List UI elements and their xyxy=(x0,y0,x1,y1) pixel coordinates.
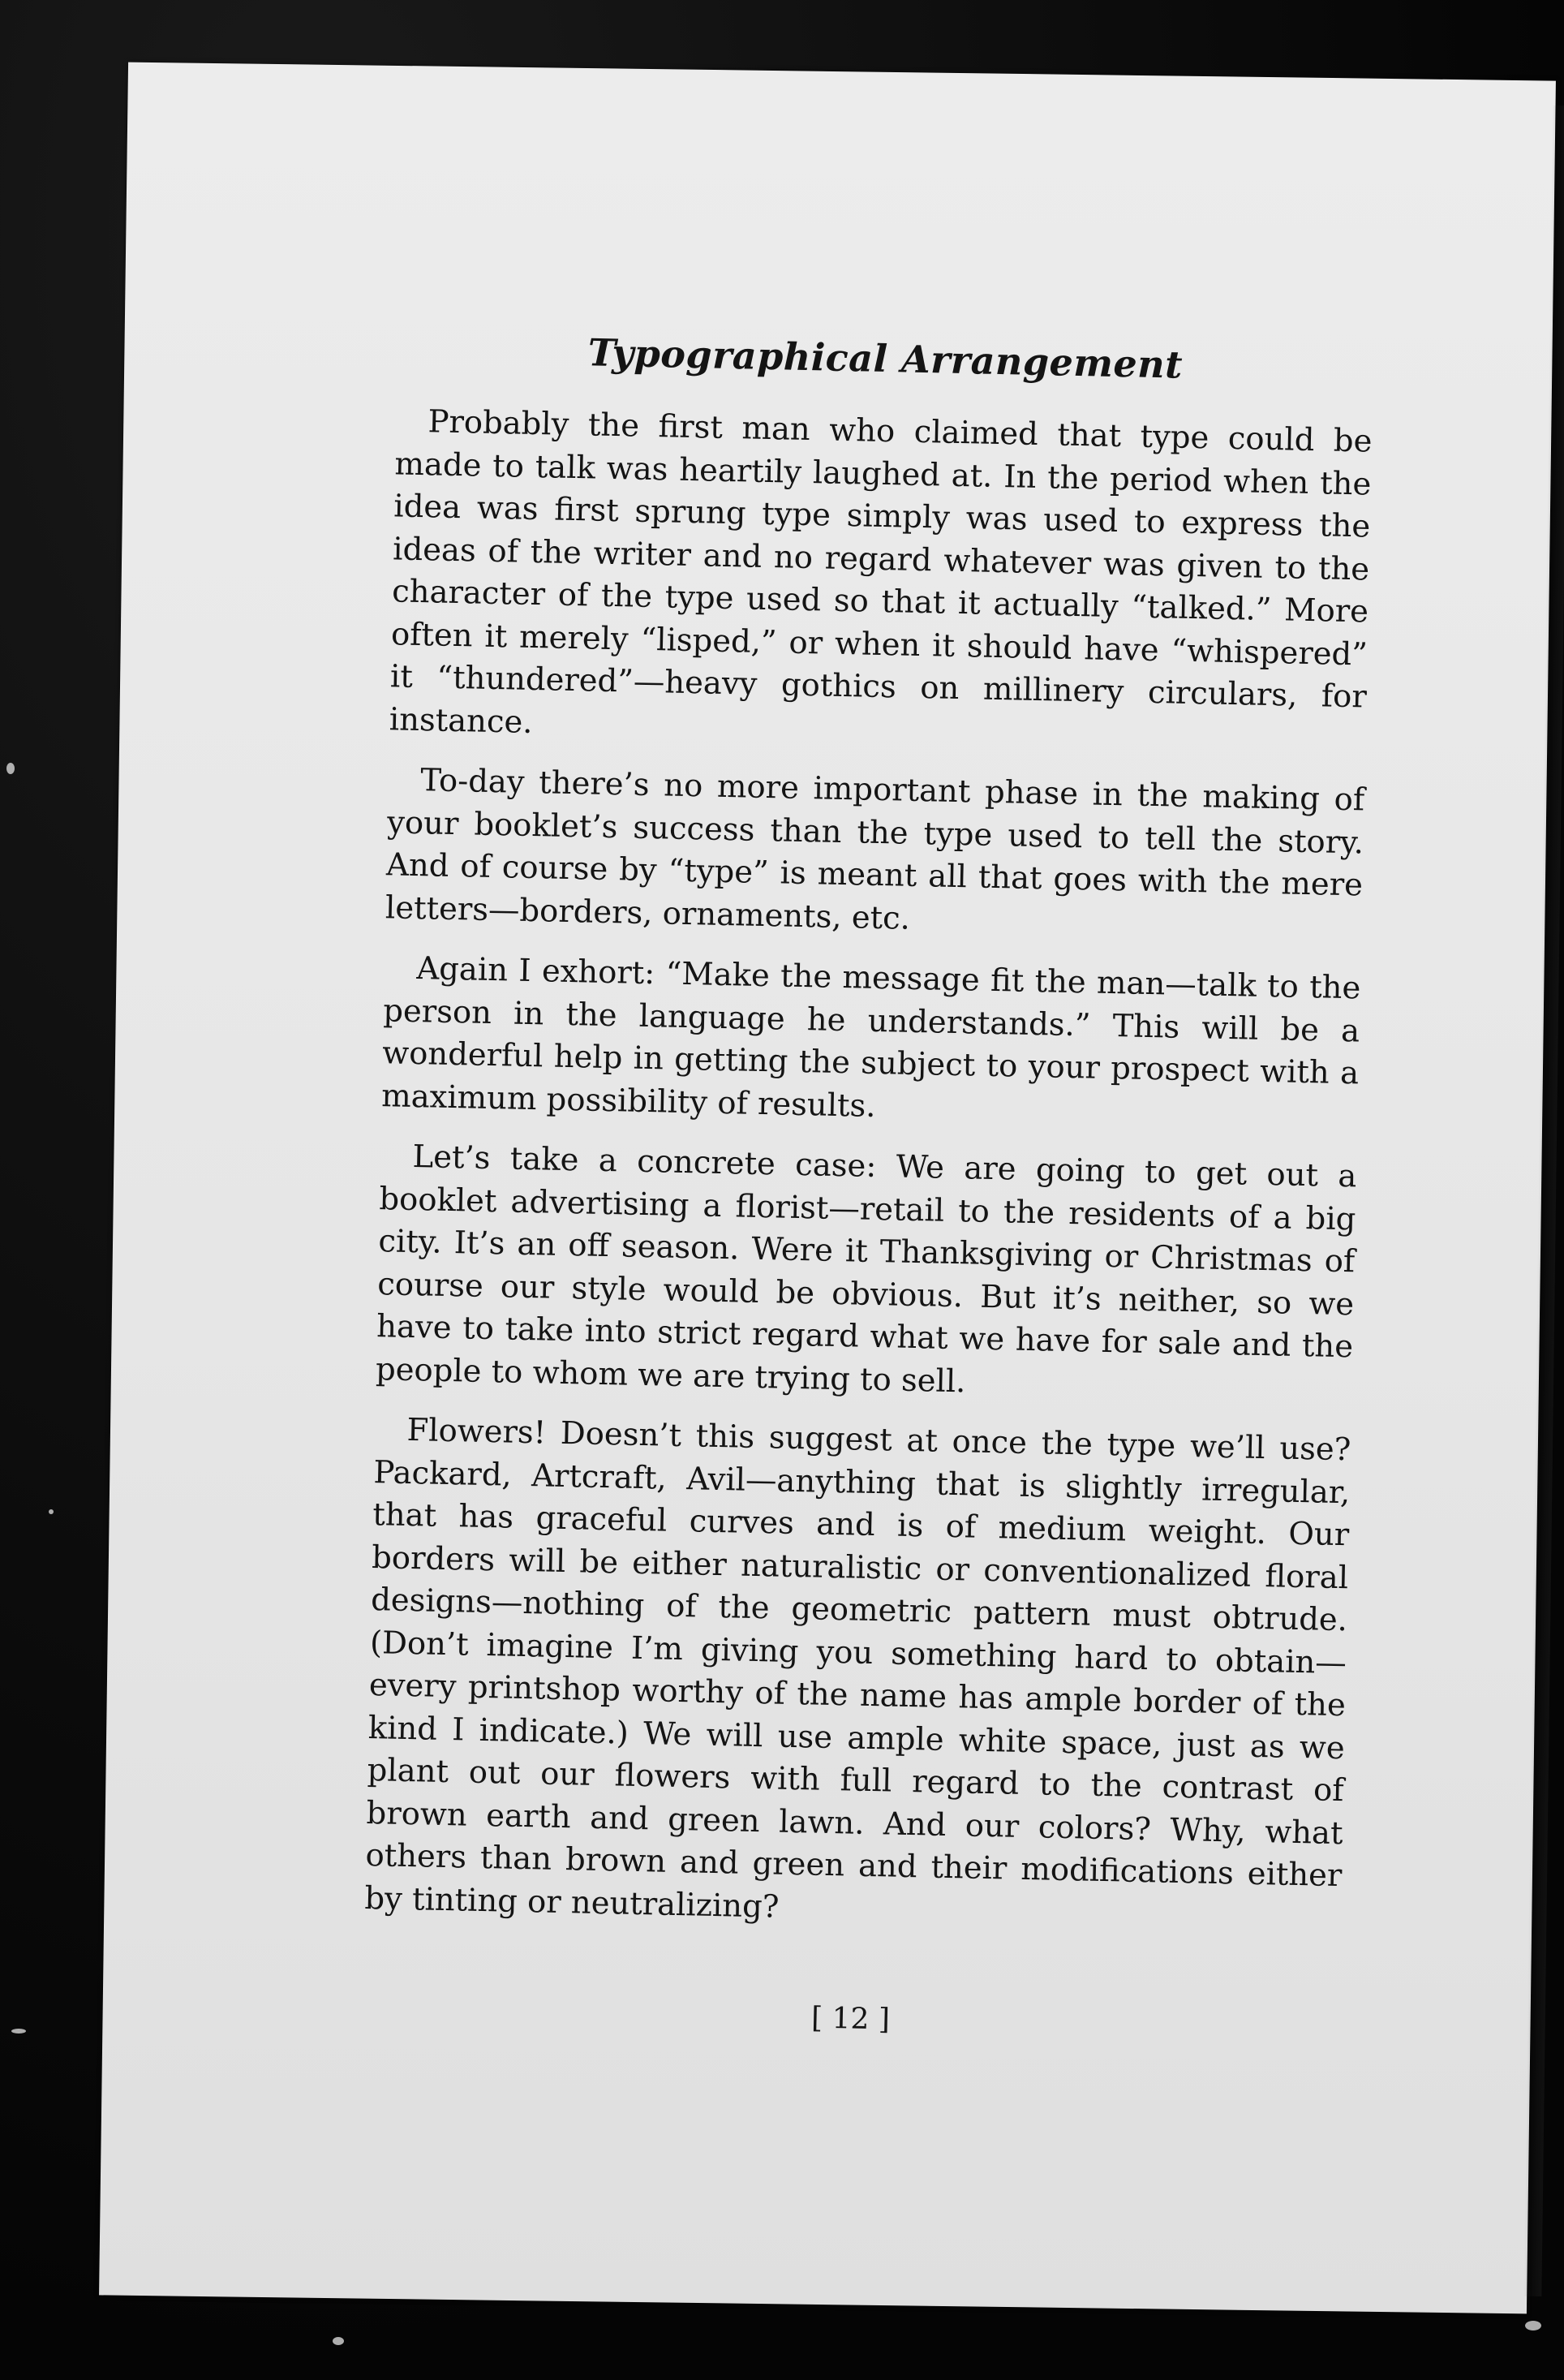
paragraph-3: Again I exhort: “Make the message fit the man—talk to the person in the language he understands.” This will be a wonderful help in getting the subject to your prospect with a maximum possibility of results. xyxy=(380,950,1361,1125)
dust-speck xyxy=(49,1509,54,1514)
page-text-block xyxy=(362,324,1374,2048)
paragraph-4: Let’s take a concrete case: We are going to get out a booklet advertising a florist—retail to the residents of a big city. It’s an off season. Were it Thanksgiving or Christmas of course our style would be obvious. But it’s neither, so we have to take into strict regard what we have for sale and the people to whom we are trying to sell. xyxy=(375,1138,1357,1400)
paragraph-5: Flowers! Doesn’t this suggest at once the type we’ll use? Packard, Artcraft, Avil—anything that is slightly irregular, that has graceful curves and is of medium weight. Our borders will be either naturalistic or conventionalized floral designs—nothing of the geometric pattern must obtrude. (Don’t imagine I’m giving you something hard to obtain—every printshop worthy of the name has ample border of the kind I indicate.) We will use ample white space, just as we plant out our flowers with full regard to the contrast of brown earth and green lawn. And our colors? Why, what others than brown and green and their modifications either by tinting or neutralizing? xyxy=(364,1411,1351,1926)
dust-speck xyxy=(6,763,15,774)
dust-speck xyxy=(11,2029,26,2034)
paragraph-2: To-day there’s no more important phase in the making of your booklet’s success than the type used to tell the story. And of course by “type” is meant all that goes with the mere letters—borders, ornaments, etc. xyxy=(385,762,1365,937)
paragraph-1: Probably the first man who claimed that type could be made to talk was heartily laughed at. In the period when the idea was first sprung type simply was used to express the ideas of the writer and no regard whatever was given to the character of the type used so that it actually “talked.” More often it merely “lisped,” or when it should have “whispered” it “thundered”—heavy gothics on millinery circulars, for instance. xyxy=(389,403,1373,741)
dust-speck xyxy=(333,2337,344,2345)
page-number: [ 12 ] xyxy=(810,2001,891,2037)
dust-speck xyxy=(1525,2321,1541,2331)
page-heading: Typographical Arrangement xyxy=(587,330,1184,387)
